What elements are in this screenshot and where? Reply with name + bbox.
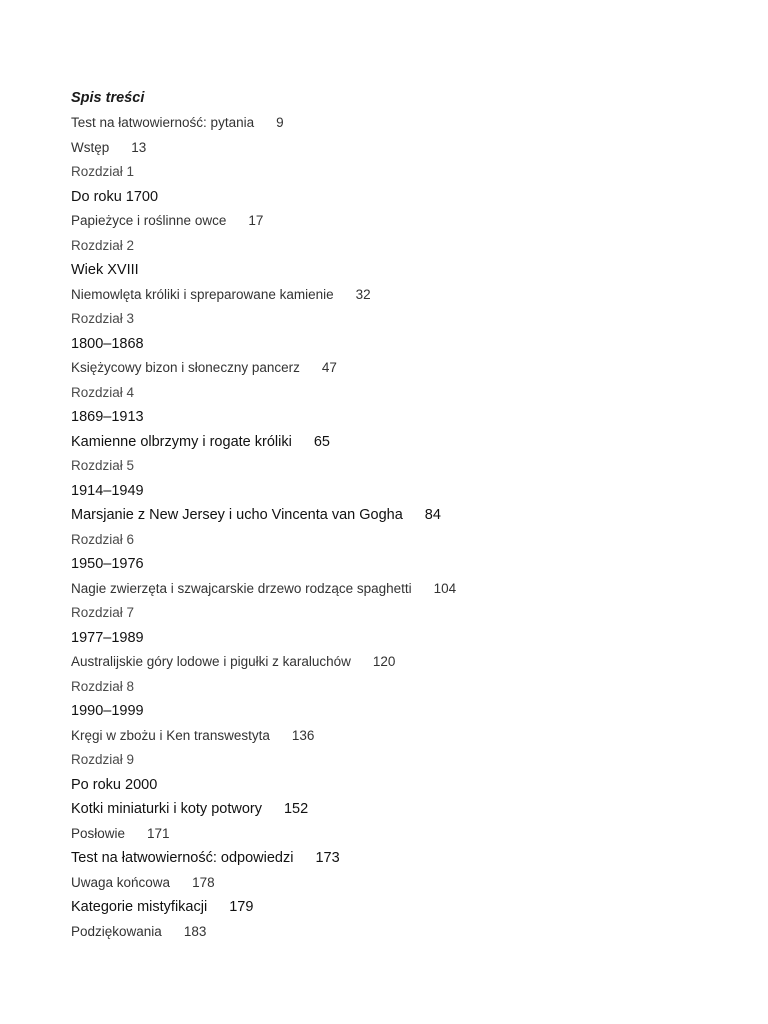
toc-entry xyxy=(71,136,731,161)
toc-heading-entry xyxy=(71,405,731,430)
toc-chapter-label xyxy=(71,601,731,626)
toc-heading-entry xyxy=(71,479,731,504)
toc-page-number: 152 xyxy=(283,801,309,817)
toc-page-number: 173 xyxy=(315,850,340,866)
toc-entry-title: Rozdział 7 xyxy=(71,605,135,620)
toc-entry-title: Niemowlęta króliki i spreparowane kamienie xyxy=(71,286,334,302)
toc-page-number: 17 xyxy=(248,213,264,228)
toc-chapter-label xyxy=(71,234,731,259)
toc-entry-title: Rozdział 6 xyxy=(71,531,135,547)
toc-entry xyxy=(71,871,731,896)
toc-page-number: 136 xyxy=(291,727,315,743)
toc-entry-title: Kotki miniaturki i koty potwory xyxy=(71,801,262,817)
toc-entry-title: Po roku 2000 xyxy=(71,776,158,793)
toc-page-number: 104 xyxy=(433,580,457,596)
toc-page-number: 178 xyxy=(192,874,215,890)
toc-heading-entry xyxy=(71,258,731,283)
toc-entry-title: 1977–1989 xyxy=(71,629,144,646)
toc-chapter-label xyxy=(71,160,731,185)
toc-entry-title: Rozdział 2 xyxy=(71,237,135,253)
toc-page-number: 9 xyxy=(276,115,284,130)
toc-entry-title: Australijskie góry lodowe i pigułki z karaluchów xyxy=(71,654,351,669)
toc-heading-entry xyxy=(71,797,731,822)
toc-entry-title: Kamienne olbrzymy i rogate króliki xyxy=(71,433,292,450)
toc-entry-title: Rozdział 4 xyxy=(71,384,135,400)
toc-entry xyxy=(71,577,731,602)
toc-entry-title: Wiek XVIII xyxy=(71,262,139,278)
toc-chapter-label xyxy=(71,675,731,700)
toc-entry-title: 1990–1999 xyxy=(71,703,144,719)
toc-chapter-label xyxy=(71,454,731,479)
toc-entry xyxy=(71,724,731,749)
toc-heading-entry xyxy=(71,699,731,724)
toc-entry-title: Wstęp xyxy=(71,139,110,155)
toc-heading-entry xyxy=(71,185,731,210)
document-page xyxy=(71,87,731,944)
toc-heading-entry xyxy=(71,552,731,577)
toc-chapter-label xyxy=(71,748,731,773)
toc-list xyxy=(71,111,731,944)
toc-entry xyxy=(71,209,731,234)
toc-entry xyxy=(71,356,731,381)
toc-entry-title: Test na łatwowierność: pytania xyxy=(71,115,255,130)
toc-entry-title: Księżycowy bizon i słoneczny pancerz xyxy=(71,360,300,375)
toc-page-number: 32 xyxy=(355,286,371,302)
toc-entry-title: Rozdział 8 xyxy=(71,678,135,694)
toc-entry-title: Nagie zwierzęta i szwajcarskie drzewo rodzące spaghetti xyxy=(71,580,412,596)
toc-entry-title: Papieżyce i roślinne owce xyxy=(71,213,227,228)
toc-entry-title: 1869–1913 xyxy=(71,409,144,425)
toc-entry xyxy=(71,650,731,675)
toc-heading-entry xyxy=(71,503,731,528)
toc-chapter-label xyxy=(71,307,731,332)
toc-heading-entry xyxy=(71,626,731,651)
toc-page-number: 171 xyxy=(147,825,170,841)
toc-heading-entry xyxy=(71,430,731,455)
toc-entry-title: Marsjanie z New Jersey i ucho Vincenta van Gogha xyxy=(71,507,403,523)
toc-entry-title: Rozdział 3 xyxy=(71,311,135,326)
toc-entry-title: 1914–1949 xyxy=(71,482,144,499)
toc-page-number: 65 xyxy=(313,433,330,450)
toc-page-number: 13 xyxy=(131,139,147,155)
toc-entry-title: Kręgi w zbożu i Ken transwestyta xyxy=(71,727,270,743)
toc-entry-title: Test na łatwowierność: odpowiedzi xyxy=(71,850,294,866)
toc-heading-entry xyxy=(71,773,731,798)
toc-entry-title: 1800–1868 xyxy=(71,335,144,352)
toc-entry-title: Uwaga końcowa xyxy=(71,874,171,890)
toc-heading-entry xyxy=(71,332,731,357)
toc-entry-title: Podziękowania xyxy=(71,923,162,939)
toc-entry-title: Rozdział 1 xyxy=(71,164,135,179)
toc-title: Spis treści xyxy=(71,90,145,106)
toc-page-number: 179 xyxy=(229,899,254,915)
toc-entry xyxy=(71,920,731,945)
toc-entry-title: Do roku 1700 xyxy=(71,188,159,205)
toc-page-number: 120 xyxy=(372,654,396,669)
toc-entry-title: 1950–1976 xyxy=(71,556,144,572)
toc-entry-title: Rozdział 9 xyxy=(71,752,135,767)
toc-heading-entry xyxy=(71,895,731,920)
toc-page-number: 84 xyxy=(424,507,441,523)
toc-entry-title: Rozdział 5 xyxy=(71,458,135,473)
toc-entry xyxy=(71,111,731,136)
toc-entry xyxy=(71,283,731,308)
toc-entry xyxy=(71,822,731,847)
toc-page-number: 47 xyxy=(321,360,337,375)
toc-chapter-label xyxy=(71,528,731,553)
toc-heading-entry xyxy=(71,846,731,871)
toc-page-number: 183 xyxy=(183,923,207,939)
toc-entry-title: Posłowie xyxy=(71,825,126,841)
toc-entry-title: Kategorie mistyfikacji xyxy=(71,899,208,915)
toc-chapter-label xyxy=(71,381,731,406)
